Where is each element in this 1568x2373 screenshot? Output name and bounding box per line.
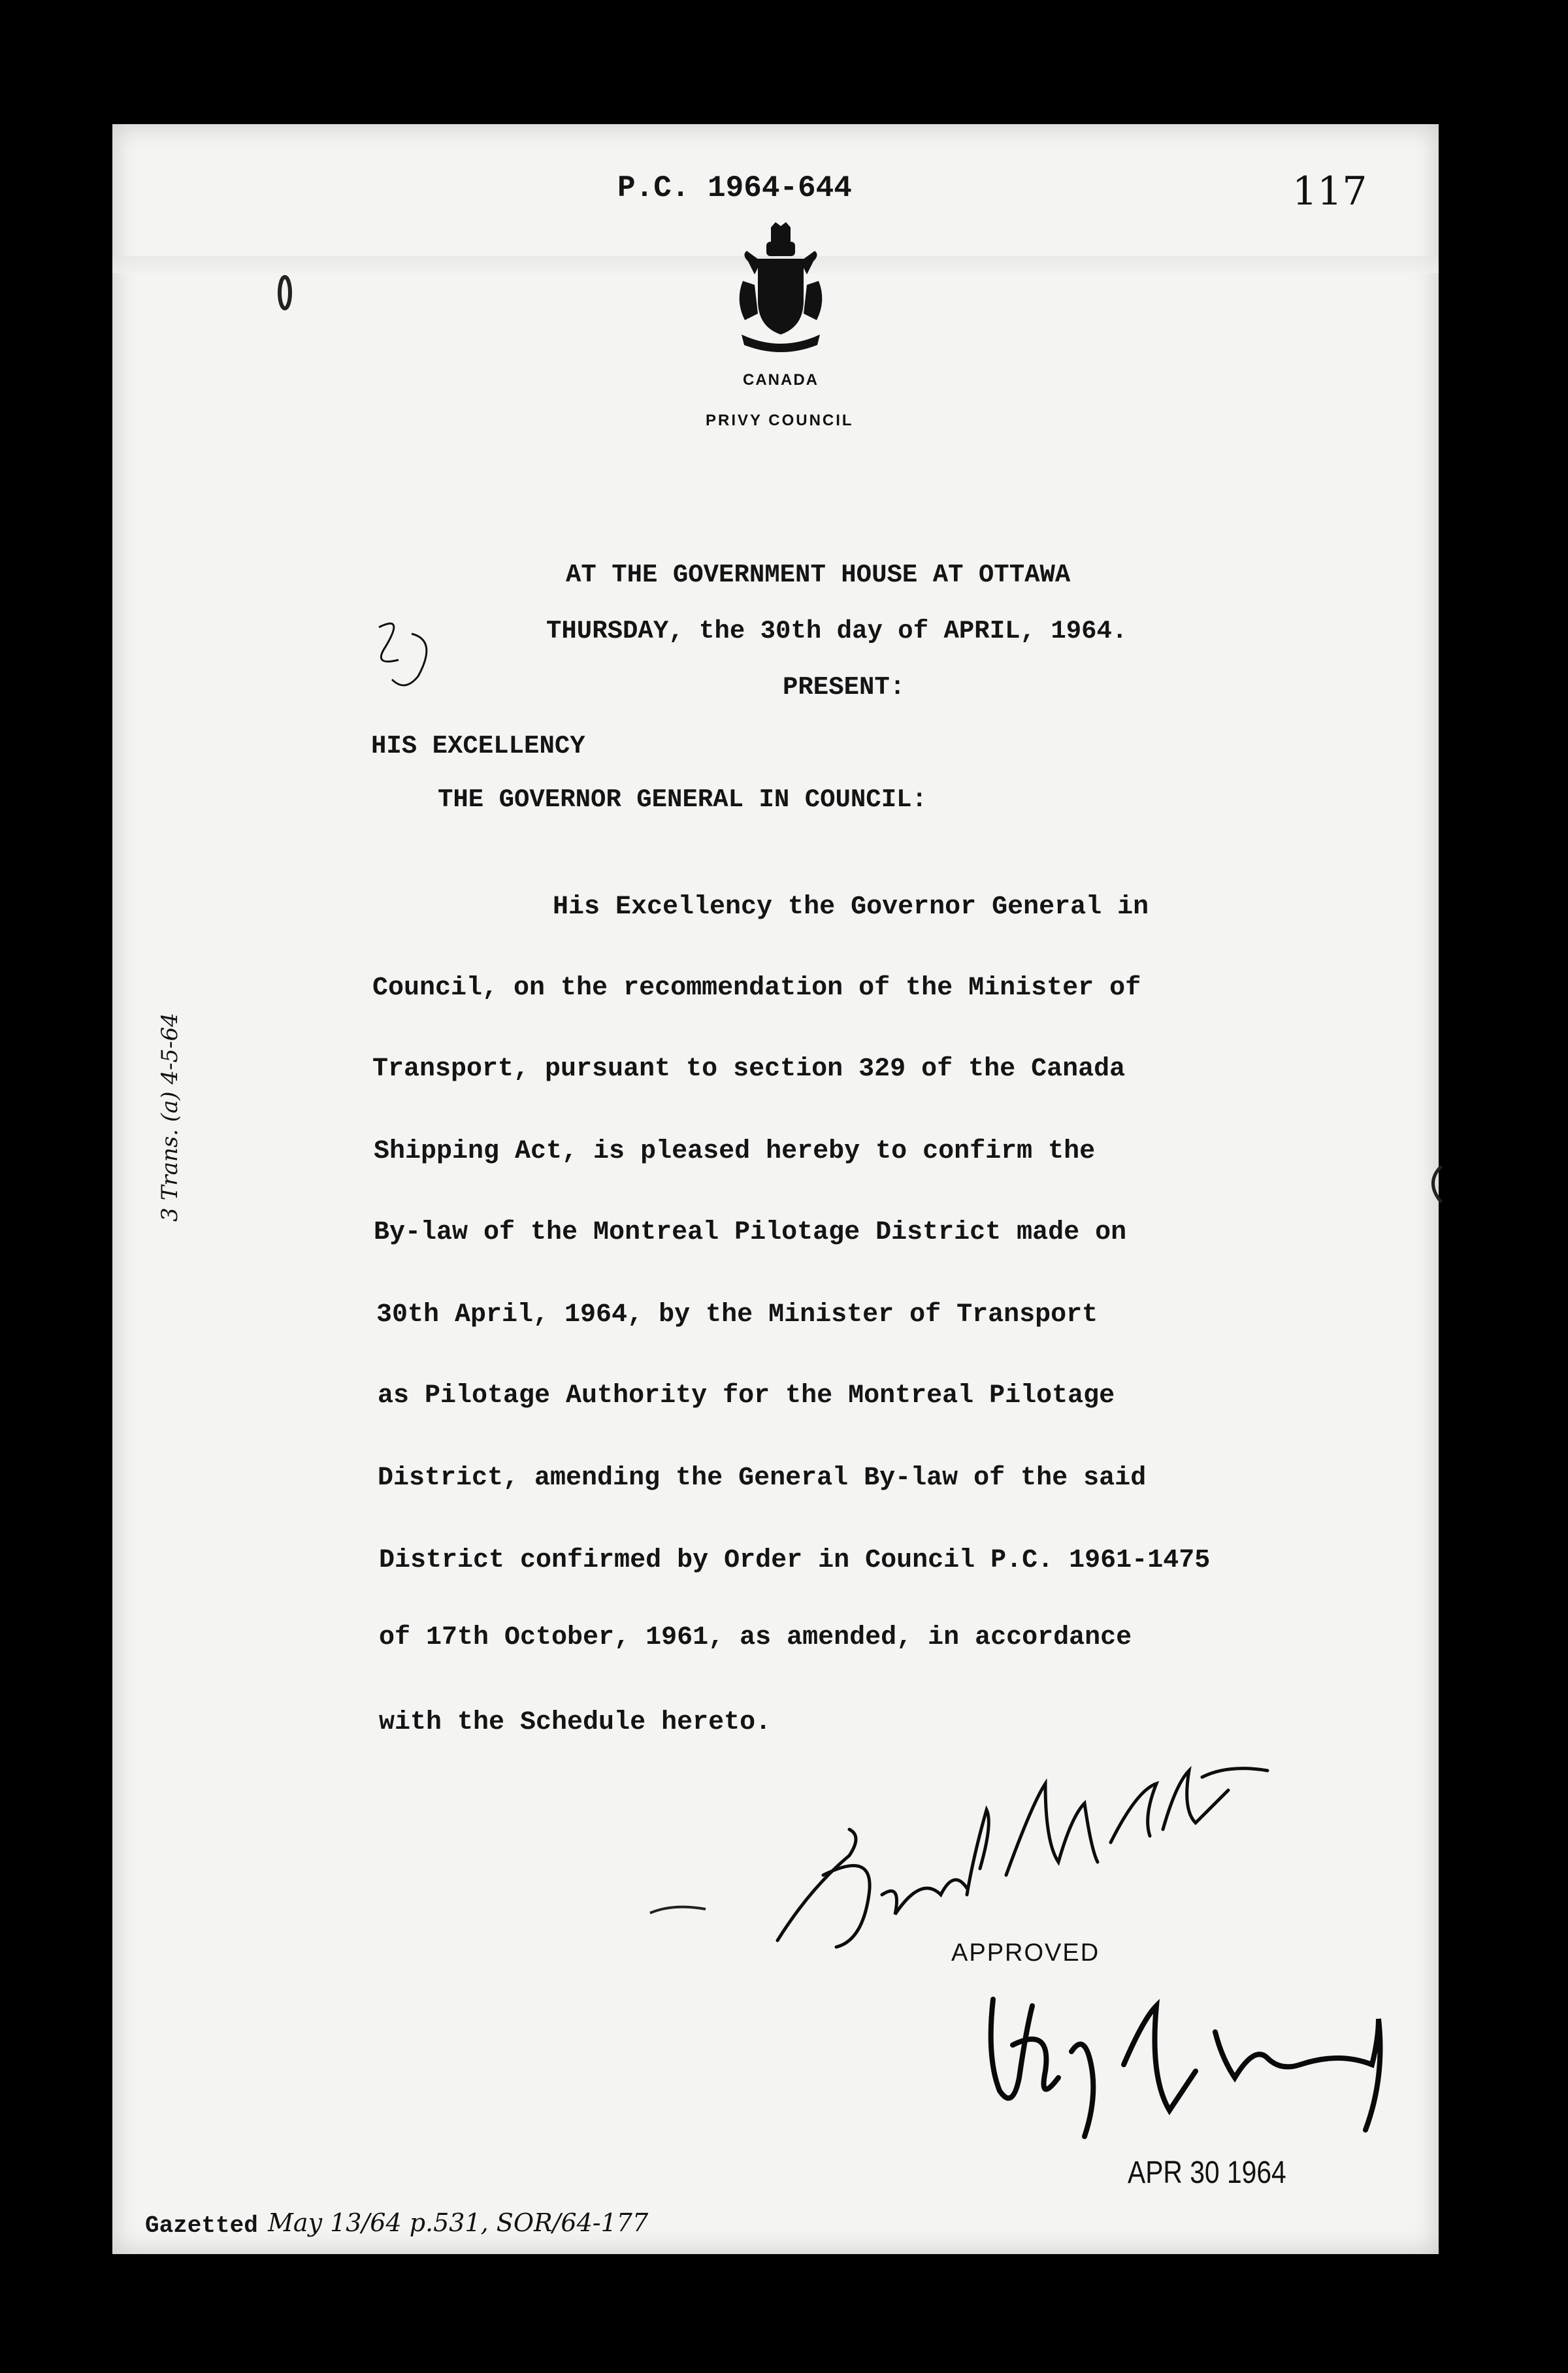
clerk-signature [771,1725,1294,1973]
initials-mark [366,614,457,699]
body-line-8: District, amending the General By-law of the said [378,1464,1147,1493]
gazetted-label: Gazetted [145,2212,258,2239]
body-line-2: Council, on the recommendation of the Minister of [372,974,1141,1003]
pc-number: P.C. 1964-644 [617,171,852,205]
body-line-9: District confirmed by Order in Council P.C. 1961-1475 [379,1546,1211,1575]
meeting-date: THURSDAY, the 30th day of APRIL, 1964. [546,617,1128,646]
approval-stamp-date: APR 30 1964 [1128,2155,1286,2190]
meeting-place: AT THE GOVERNMENT HOUSE AT OTTAWA [566,561,1071,589]
body-line-7: as Pilotage Authority for the Montreal Pilotage [378,1381,1115,1411]
governor-signature [973,1980,1405,2150]
body-line-5: By-law of the Montreal Pilotage District made on [374,1218,1127,1247]
canada-crest-icon [735,222,826,359]
body-line-10: of 17th October, 1961, as amended, in accordance [379,1623,1132,1652]
dash-mark [647,1900,712,1920]
gazetted-note: May 13/64 p.531, SOR/64-177 [268,2208,649,2237]
page-number: 117 [1292,169,1367,214]
edge-clip-mark [1422,1163,1448,1209]
body-line-6: 30th April, 1964, by the Minister of Transport [376,1300,1098,1330]
body-line-11: with the Schedule hereto. [379,1708,772,1737]
punch-hole-mark [273,273,299,312]
present-label: PRESENT: [783,673,906,702]
approved-label: APPROVED [951,1939,1100,1967]
body-line-4: Shipping Act, is pleased hereby to confirm the [374,1137,1096,1166]
body-line-1: His Excellency the Governor General in [553,892,1149,922]
margin-note: 3 Trans. (a) 4-5-64 [156,1013,183,1222]
body-line-3: Transport, pursuant to section 329 of the Canada [372,1055,1126,1084]
office-title: PRIVY COUNCIL [706,412,854,429]
governor-in-council: THE GOVERNOR GENERAL IN COUNCIL: [438,785,927,814]
his-excellency: HIS EXCELLENCY [371,732,585,761]
crest-caption: CANADA [743,371,819,389]
